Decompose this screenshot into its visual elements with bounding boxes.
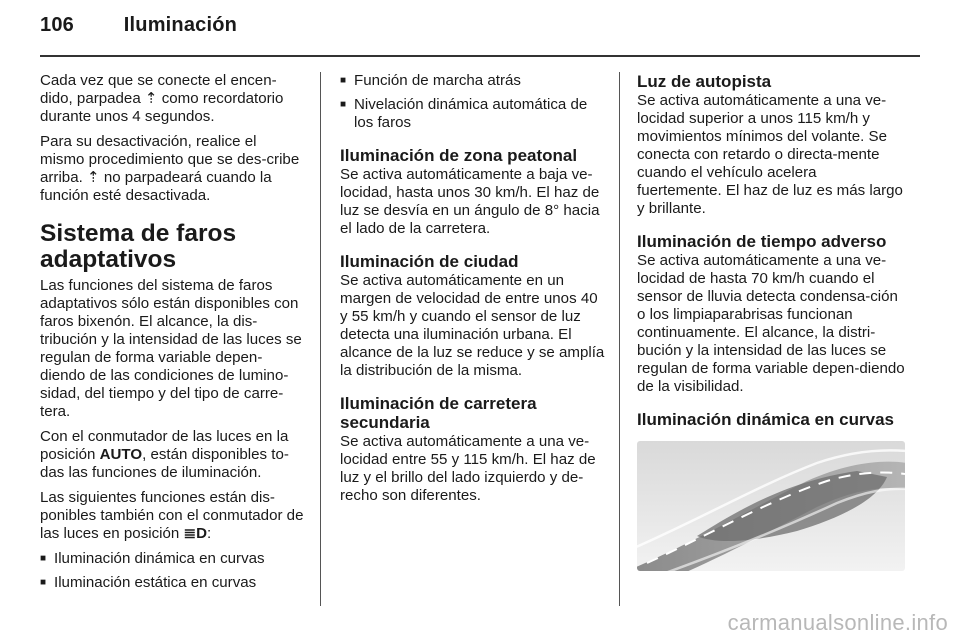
- paragraph: Se activa automáticamente a baja ve-locidad, hasta unos 30 km/h. El haz de luz se desvía en un ángulo de 8° hacia el lado de la carretera.: [340, 166, 600, 237]
- column-divider: [320, 72, 321, 606]
- list-item: ■ Función de marcha atrás: [340, 72, 606, 90]
- list-item: ■ Iluminación estática en curvas: [40, 574, 305, 592]
- paragraph: Se activa automáticamente a una ve-locidad de hasta 70 km/h cuando el sensor de lluvia detecta condensa-ción o los limpiaparabrisas funcionan continuamente. El alcance, la distri-bución y la intensidad de las luces se regulan de forma variable depen-diendo de la visibilidad.: [637, 252, 905, 395]
- subheading: Luz de autopista: [637, 72, 772, 91]
- paragraph: Se activa automáticamente a una ve-locidad superior a unos 115 km/h y movimientos mínimos del volante. Se conecta con retardo o directa-mente cuando el vehículo acelera fuertemente. El haz de luz es más largo y brillante.: [637, 92, 903, 217]
- paragraph: Las funciones del sistema de faros adaptativos sólo están disponibles con faros bixenón. El alcance, la dis-tribución y la intensidad de las luces se regulan de forma variable depen-diendo de las condiciones de lumino-sidad, del tiempo y del tipo de carre-tera.: [40, 277, 302, 420]
- column-3: [637, 72, 905, 571]
- section-title: Iluminación: [123, 14, 238, 36]
- paragraph: Cada vez que se conecte el encen-dido, parpadea ⇡ como recordatorio durante unos 4 segundos.: [40, 72, 284, 125]
- column-2: [340, 72, 606, 512]
- paragraph: Las siguientes funciones están dis-ponibles también con el conmutador de las luces en posición ≣D:: [40, 489, 304, 542]
- list-item: ■ Nivelación dinámica automática de los faros: [340, 96, 606, 132]
- list-item: ■ Iluminación dinámica en curvas: [40, 550, 305, 568]
- function-list: [340, 72, 606, 132]
- paragraph: Para su desactivación, realice el mismo procedimiento que se des-cribe arriba. ⇡ no parpadeará cuando la función esté desactivada.: [40, 133, 300, 204]
- page-header: [40, 14, 237, 37]
- road-curve-illustration: [637, 441, 905, 571]
- paragraph: Se activa automáticamente en un margen de velocidad de entre unos 40 y 55 km/h y cuando el sensor de luz detecta una iluminación urbana. El alcance de la luz se reduce y se amplía la distribución de la misma.: [340, 272, 605, 379]
- subheading: Iluminación de carretera secundaria: [340, 394, 537, 432]
- header-rule: [40, 55, 920, 57]
- page-number: 106: [40, 14, 74, 36]
- function-list: [40, 550, 305, 592]
- paragraph: Con el conmutador de las luces en la posición AUTO, están disponibles to-das las funciones de iluminación.: [40, 428, 289, 481]
- curve-lighting-illustration: [637, 441, 905, 571]
- watermark: carmanualsonline.info: [727, 610, 948, 635]
- headlight-icon: ≣D: [183, 525, 208, 542]
- subheading: Iluminación dinámica en curvas: [637, 410, 894, 429]
- column-divider: [619, 72, 620, 606]
- subheading: Iluminación de zona peatonal: [340, 146, 578, 165]
- subheading: Iluminación de tiempo adverso: [637, 232, 887, 251]
- column-1: [40, 72, 305, 598]
- paragraph: Se activa automáticamente a una ve-locidad entre 55 y 115 km/h. El haz de luz y el brillo del lado izquierdo y de-recho son diferentes.: [340, 433, 596, 504]
- subheading: Iluminación de ciudad: [340, 252, 519, 271]
- auto-label: AUTO: [99, 446, 143, 463]
- section-heading: Sistema de faros adaptativos: [40, 220, 237, 273]
